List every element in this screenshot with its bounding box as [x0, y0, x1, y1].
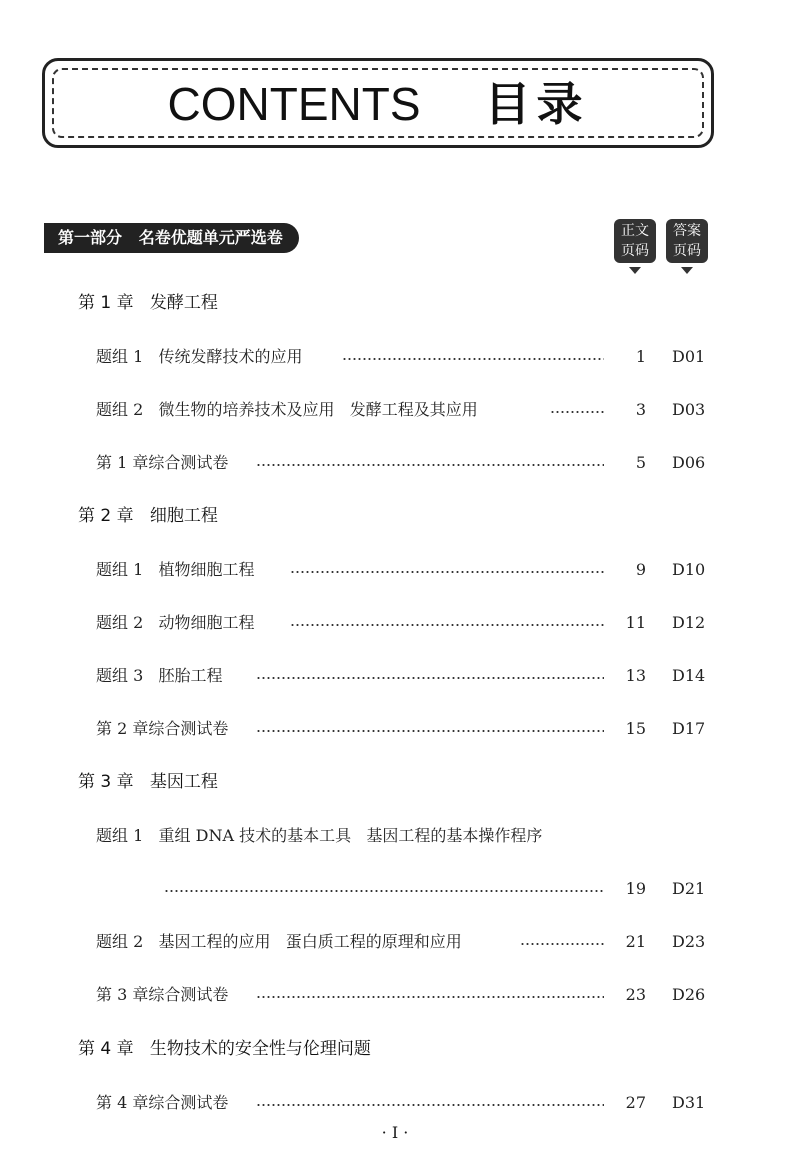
entry-label: 第 1 章综合测试卷 [96, 453, 229, 472]
answer-page-column-tag [666, 219, 708, 263]
leader-dots [256, 730, 604, 732]
toc-entry[interactable] [0, 398, 790, 422]
entry-page: 27 [625, 1093, 646, 1112]
entry-label: 题组 1 传统发酵技术的应用 [96, 347, 303, 366]
entry-page: 15 [625, 719, 646, 738]
leader-dots [256, 996, 604, 998]
entry-page: 21 [625, 932, 646, 951]
entry-page: 19 [625, 879, 646, 898]
leader-dots [164, 890, 604, 892]
banner-title [45, 77, 711, 131]
banner-title-cn: 目录 [484, 78, 589, 130]
down-arrow-icon [681, 267, 693, 274]
entry-label: 题组 1 重组 DNA 技术的基本工具 基因工程的基本操作程序 [96, 826, 543, 845]
entry-label: 第 3 章综合测试卷 [96, 985, 229, 1004]
leader-dots [520, 943, 604, 945]
chapter-title: 第 4 章 生物技术的安全性与伦理问题 [78, 1039, 371, 1059]
entry-answer-page: D12 [672, 613, 706, 632]
entry-answer-page: D14 [672, 666, 706, 685]
entry-answer-page: D10 [672, 560, 706, 579]
entry-answer-page: D23 [672, 932, 706, 951]
toc-entry[interactable] [0, 1091, 790, 1115]
entry-answer-page: D03 [672, 400, 706, 419]
main-page-tag-line2: 页码 [621, 243, 649, 259]
entry-label: 题组 3 胚胎工程 [96, 666, 223, 685]
answer-page-tag-line1: 答案 [673, 223, 701, 239]
toc-entry[interactable] [0, 611, 790, 635]
entry-answer-page: D17 [672, 719, 706, 738]
toc-entry[interactable] [0, 664, 790, 688]
entry-label: 题组 2 基因工程的应用 蛋白质工程的原理和应用 [96, 932, 462, 951]
entry-answer-page: D01 [672, 347, 706, 366]
toc-entry[interactable] [0, 345, 790, 369]
toc-entry[interactable] [0, 717, 790, 741]
entry-page: 3 [635, 400, 646, 419]
leader-dots [256, 464, 604, 466]
toc-entry[interactable] [0, 451, 790, 475]
down-arrow-icon [629, 267, 641, 274]
answer-page-tag-line2: 页码 [673, 243, 701, 259]
entry-page: 23 [625, 985, 646, 1004]
leader-dots [290, 571, 604, 573]
leader-dots [290, 624, 604, 626]
entry-page: 9 [635, 560, 646, 579]
leader-dots [550, 411, 604, 413]
toc-entry-label-line[interactable] [0, 824, 790, 848]
part-header: 第一部分 名卷优题单元严选卷 [44, 223, 299, 253]
leader-dots [256, 1104, 604, 1106]
chapter-title: 第 1 章 发酵工程 [78, 293, 218, 313]
entry-label: 第 2 章综合测试卷 [96, 719, 229, 738]
chapter-title: 第 2 章 细胞工程 [78, 506, 218, 526]
entry-label: 题组 1 植物细胞工程 [96, 560, 255, 579]
main-page-tag-line1: 正文 [621, 223, 649, 239]
entry-page: 5 [635, 453, 646, 472]
entry-answer-page: D31 [672, 1093, 706, 1112]
entry-page: 13 [625, 666, 646, 685]
chapter-title: 第 3 章 基因工程 [78, 772, 218, 792]
page-number: · I · [381, 1123, 409, 1142]
entry-label: 第 4 章综合测试卷 [96, 1093, 229, 1112]
banner-title-en: CONTENTS [167, 78, 421, 130]
toc-entry-continued[interactable] [0, 877, 790, 901]
contents-banner [42, 58, 714, 148]
entry-page: 11 [625, 613, 646, 632]
toc-entry[interactable] [0, 930, 790, 954]
leader-dots [342, 358, 604, 360]
entry-label: 题组 2 动物细胞工程 [96, 613, 255, 632]
entry-page: 1 [635, 347, 646, 366]
main-page-column-tag [614, 219, 656, 263]
toc-entry[interactable] [0, 983, 790, 1007]
toc-entry[interactable] [0, 558, 790, 582]
entry-label: 题组 2 微生物的培养技术及应用 发酵工程及其应用 [96, 400, 478, 419]
entry-answer-page: D06 [672, 453, 706, 472]
leader-dots [256, 677, 604, 679]
entry-answer-page: D26 [672, 985, 706, 1004]
entry-answer-page: D21 [672, 879, 706, 898]
